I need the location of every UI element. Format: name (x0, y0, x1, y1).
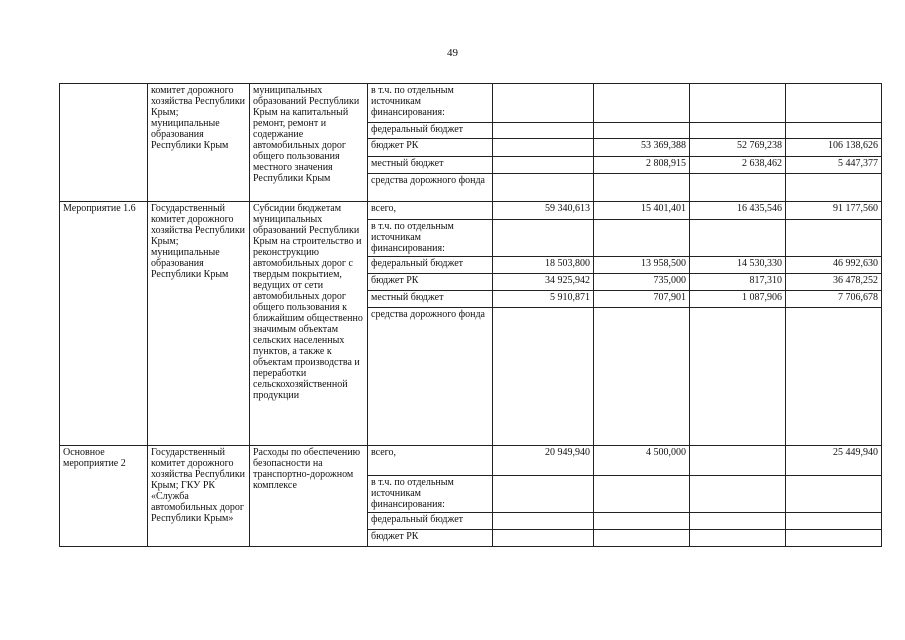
value-cell: 707,901 (594, 291, 690, 308)
value-cell (594, 84, 690, 123)
source-cell: в т.ч. по отдельным источникам финансирования: (368, 220, 493, 257)
value-cell: 53 369,388 (594, 139, 690, 157)
value-cell (786, 174, 882, 202)
value-cell (493, 530, 594, 547)
source-cell: федеральный бюджет (368, 513, 493, 530)
executor-cell: комитет дорожного хозяйства Республики Крым; муниципальные образования Республики Крым (148, 84, 250, 202)
value-cell (690, 513, 786, 530)
value-cell (594, 308, 690, 446)
value-cell: 2 638,462 (690, 157, 786, 174)
event-cell: Основное мероприятие 2 (60, 446, 148, 547)
value-cell: 2 808,915 (594, 157, 690, 174)
value-cell (493, 139, 594, 157)
value-cell (493, 220, 594, 257)
value-cell (690, 476, 786, 513)
source-cell: в т.ч. по отдельным источникам финансирования: (368, 476, 493, 513)
value-cell (594, 513, 690, 530)
executor-cell: Государственный комитет дорожного хозяйства Республики Крым; ГКУ РК «Служба автомобильных дорог Республики Крым» (148, 446, 250, 547)
event-cell: Мероприятие 1.6 (60, 202, 148, 446)
value-cell: 59 340,613 (493, 202, 594, 220)
value-cell (690, 123, 786, 139)
value-cell (690, 308, 786, 446)
value-cell (493, 157, 594, 174)
value-cell (786, 476, 882, 513)
source-cell: местный бюджет (368, 157, 493, 174)
event-cell (60, 84, 148, 202)
value-cell (493, 476, 594, 513)
value-cell: 18 503,800 (493, 257, 594, 274)
value-cell: 1 087,906 (690, 291, 786, 308)
value-cell: 5 447,377 (786, 157, 882, 174)
value-cell: 46 992,630 (786, 257, 882, 274)
value-cell: 20 949,940 (493, 446, 594, 476)
value-cell (690, 446, 786, 476)
source-cell: в т.ч. по отдельным источникам финансирования: (368, 84, 493, 123)
source-cell: бюджет РК (368, 530, 493, 547)
value-cell: 16 435,546 (690, 202, 786, 220)
value-cell: 5 910,871 (493, 291, 594, 308)
value-cell: 4 500,000 (594, 446, 690, 476)
value-cell (493, 513, 594, 530)
description-cell: Расходы по обеспечению безопасности на транспортно-дорожном комплексе (250, 446, 368, 547)
source-cell: местный бюджет (368, 291, 493, 308)
source-cell: федеральный бюджет (368, 123, 493, 139)
value-cell (786, 123, 882, 139)
source-cell: средства дорожного фонда (368, 174, 493, 202)
value-cell (690, 174, 786, 202)
value-cell (493, 123, 594, 139)
value-cell (594, 530, 690, 547)
value-cell: 34 925,942 (493, 274, 594, 291)
value-cell: 13 958,500 (594, 257, 690, 274)
value-cell: 14 530,330 (690, 257, 786, 274)
value-cell (493, 308, 594, 446)
value-cell: 7 706,678 (786, 291, 882, 308)
value-cell: 15 401,401 (594, 202, 690, 220)
value-cell (594, 174, 690, 202)
value-cell (594, 220, 690, 257)
page-number: 49 (447, 47, 458, 59)
value-cell (786, 308, 882, 446)
source-cell: федеральный бюджет (368, 257, 493, 274)
value-cell (786, 513, 882, 530)
description-cell: муниципальных образований Республики Крым на капитальный ремонт, ремонт и содержание автомобильных дорог общего пользования местного значения Республики Крым (250, 84, 368, 202)
value-cell (786, 530, 882, 547)
value-cell (690, 530, 786, 547)
table-row (60, 84, 882, 123)
table-row (60, 202, 882, 220)
value-cell: 52 769,238 (690, 139, 786, 157)
financing-table (59, 83, 882, 547)
value-cell (690, 220, 786, 257)
source-cell: всего, (368, 446, 493, 476)
value-cell: 91 177,560 (786, 202, 882, 220)
value-cell: 106 138,626 (786, 139, 882, 157)
source-cell: средства дорожного фонда (368, 308, 493, 446)
value-cell (690, 84, 786, 123)
value-cell (493, 174, 594, 202)
executor-cell: Государственный комитет дорожного хозяйства Республики Крым; муниципальные образования Республики Крым (148, 202, 250, 446)
source-cell: всего, (368, 202, 493, 220)
table-row (60, 446, 882, 476)
description-cell: Субсидии бюджетам муниципальных образований Республики Крым на строительство и реконструкцию автомобильных дорог с твердым покрытием, ведущих от сети автомобильных дорог общего пользования к ближайшим общественно значимым объектам сельских населенных пунктов, а также к объектам производства и переработки сельскохозяйственной продукции (250, 202, 368, 446)
value-cell: 735,000 (594, 274, 690, 291)
source-cell: бюджет РК (368, 139, 493, 157)
value-cell (594, 123, 690, 139)
value-cell (594, 476, 690, 513)
value-cell (786, 84, 882, 123)
value-cell (493, 84, 594, 123)
source-cell: бюджет РК (368, 274, 493, 291)
value-cell (786, 220, 882, 257)
value-cell: 817,310 (690, 274, 786, 291)
value-cell: 36 478,252 (786, 274, 882, 291)
value-cell: 25 449,940 (786, 446, 882, 476)
